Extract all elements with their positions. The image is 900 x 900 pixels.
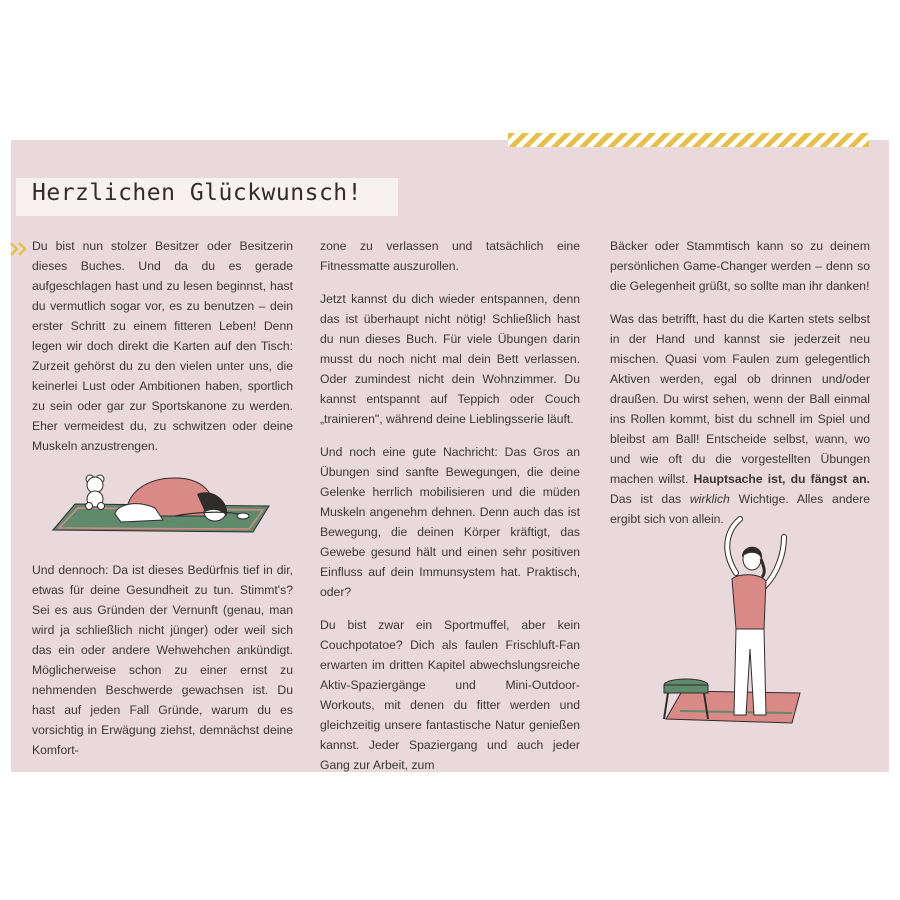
paragraph [610,309,870,529]
text-span: Was das betrifft, hast du die Karten stets selbst in der Hand und kannst sie jederzeit neu mischen. Quasi vom Faulen zum gelegentlich Aktiven werden, egal ob drinnen und/oder draußen. Du wirst sehen, wenn der Ball einmal ins Rollen kommt, bist du schnell im Spiel und bleibst am Ball! Entscheide selbst, wann, wo und wie oft du die vorgestellten Übungen machen willst. [610,312,870,486]
column-2 [320,236,580,788]
column-1-bottom [32,560,293,773]
emphasis-bold: Hauptsache ist, du fängst an. [693,472,870,486]
text-span: Das ist das [610,492,690,506]
paragraph: Jetzt kannst du dich wieder entspannen, denn das ist überhaupt nicht nötig! Schließlich hast du nun dieses Buch. Für viele Übungen darin musst du noch nicht mal dein Bett verlassen. Oder zumindest nicht dein Wohnzimmer. Du kannst entspannt auf Teppich oder Couch „trainieren", während deine Lieblingsserie läuft. [320,292,580,426]
side-stretch-illustration [652,515,812,735]
teddy-bear-icon [86,475,105,510]
paragraph: Du bist zwar ein Sportmuffel, aber kein Couchpotatoe? Dich als faulen Frischluft-Fan erwarten im dritten Kapitel abwechslungsreiche Aktiv-Spaziergänge und Mini-Outdoor-Workouts, mit denen du fitter werden und gleichzeitig unsere fantastische Natur genießen kannst. Jeder Spaziergang und auch jeder Gang zur Arbeit, zum [320,618,580,772]
emphasis-italic: wirklich [689,492,730,506]
paragraph: Bäcker oder Stammtisch kann so zu deinem persönlichen Game-Changer werden – denn so die Gelegenheit grüßt, so sollte man ihr danken! [610,239,870,293]
column-3 [610,236,870,542]
column-1-top [32,236,293,469]
text-span: Wichtige. Alles andere ergibt sich von allein. [610,492,870,526]
page-title: Herzlichen Glückwunsch! [32,180,362,206]
decorative-stripes [508,133,869,147]
paragraph: Und dennoch: Da ist dieses Bedürfnis tief in dir, etwas für deine Gesundheit zu tun. Stimmt's? Sei es aus Gründen der Vernunft (genau, man wird ja schließlich nicht jünger) oder weil sich das ein oder andere Wehwehchen ankündigt. Möglicherweise schon zu einer ernst zu nehmenden Beschwerde gewachsen ist. Du hast auf jeden Fall Gründe, warum du es vorsichtig in Erwägung ziehst, demnächst deine Komfort- [32,563,293,757]
paragraph: zone zu verlassen und tatsächlich eine Fitnessmatte auszurollen. [320,239,580,273]
chevron-right-icon [9,241,31,257]
childs-pose-illustration [45,468,280,540]
paragraph: Du bist nun stolzer Besitzer oder Besitzerin dieses Buches. Und da du es gerade aufgeschlagen hast und zu lesen beginnst, hast du vermutlich sogar vor, es zu benutzen – dein erster Schritt zu einem fitteren Leben! Denn legen wir doch direkt die Karten auf den Tisch: Zurzeit gehörst du zu den vielen unter uns, die keinerlei Lust oder Ambitionen haben, sportlich zu sein oder gar zur Sportskanone zu werden. Eher vermeidest du, zu schwitzen oder deine Muskeln anzustrengen. [32,239,293,453]
paragraph: Und noch eine gute Nachricht: Das Gros an Übungen sind sanfte Bewegungen, die deine Gelenke herrlich mobilisieren und die müden Muskeln angenehm dehnen. Denn auch das ist Bewegung, die deinen Körper kräftigt, das Gewebe gesund hält und einen sehr positiven Einfluss auf dein Immunsystem hat. Praktisch, oder? [320,445,580,599]
